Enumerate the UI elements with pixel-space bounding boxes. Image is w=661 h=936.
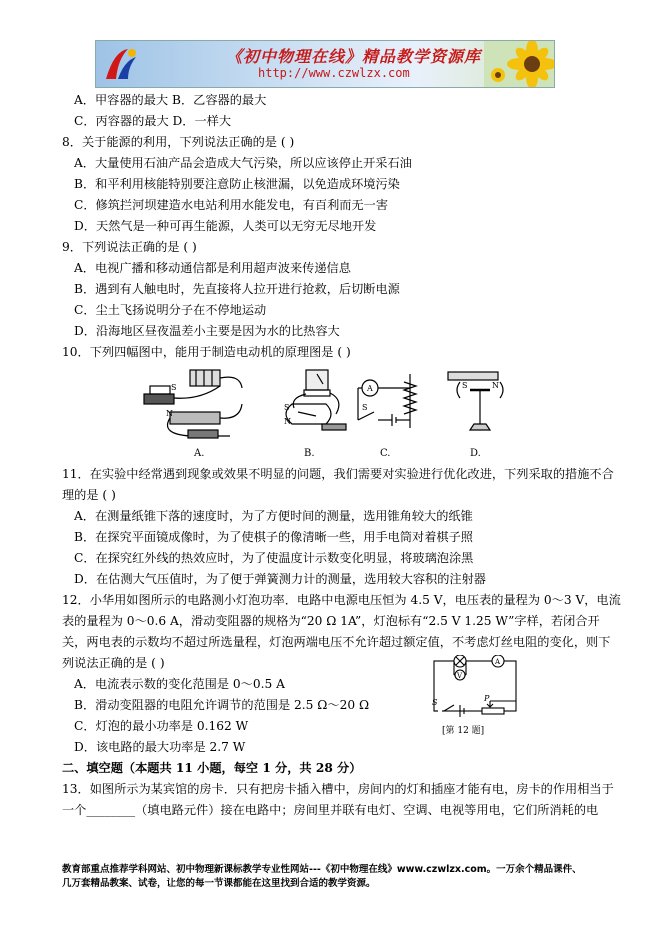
question-10: 10．下列四幅图中，能用于制造电动机的原理图是 ( ) [62,345,351,359]
q7-option-cd: C．丙容器的最大 D．一样大 [74,114,232,128]
q8-option-a: A．大量使用石油产品会造成大气污染，所以应该停止开采石油 [74,156,412,170]
question-12-cont-1: 表的量程为 0～0.6 A，滑动变阻器的规格为“20 Ω 1A”，灯泡标有“2.5 V 1.25 W”字样，若闭合开 [62,614,600,628]
question-10-figure [130,364,530,460]
q9-option-d: D．沿海地区昼夜温差小主要是因为水的比热容大 [74,324,340,338]
q11-option-d: D．在估测大气压值时，为了便于弹簧测力计的测量，选用较大容积的注射器 [74,572,486,586]
question-9: 9．下列说法正确的是 ( ) [62,240,197,254]
q12-option-a: A．电流表示数的变化范围是 0～0.5 A [74,677,285,691]
sunflower-icon [484,41,554,87]
question-12-cont-2: 关，两电表的示数均不超过所选量程，灯泡两端电压不允许超过额定值，不考虑灯丝电阻的变化，则下 [62,635,611,649]
figure-c [358,374,416,428]
fig-d-label: D. [470,448,481,459]
fig-b-label: B. [304,448,315,459]
question-12-cont-3: 列说法正确的是 ( ) [62,656,165,670]
q11-option-b: B．在探究平面镜成像时，为了使棋子的像清晰一些，用手电筒对着棋子照 [74,530,473,544]
banner-title: 《初中物理在线》精品教学资源库 [226,47,482,66]
site-logo-icon [102,45,140,83]
fig-c-a-label: A [367,384,373,393]
q12-option-d: D．该电路的最大功率是 2.7 W [74,740,246,754]
question-11: 11．在实验中经常遇到现象或效果不明显的问题，我们需要对实验进行优化改进，下列采取的措施不合 [62,467,614,481]
banner-url: http://www.czwlzx.com [258,66,410,80]
question-13: 13．如图所示为某宾馆的房卡．只有把房卡插入槽中，房间内的灯和插座才能有电，房卡的作用相当于 [62,782,614,796]
fig-a-s-label: S [171,383,177,392]
fig-d-s-label: S [462,381,468,390]
footer-line-1: 教育部重点推荐学科网站、初中物理新课标教学专业性网站---《初中物理在线》www.czwlzx.com。一万余个精品课件、 [62,864,582,875]
figure-b [286,370,346,430]
footer-line-2: 几万套精品教案、试卷，让您的每一节课都能在这里找到合适的教学资源。 [62,878,376,889]
fig-c-s-label: S [362,403,368,412]
fig12-voltmeter-label: V [457,672,463,680]
question-12: 12．小华用如图所示的电路测小灯泡功率．电路中电源电压恒为 4.5 V，电压表的量程为 0～3 V，电流 [62,593,621,607]
header-banner [95,40,555,88]
q9-option-a: A．电视广播和移动通信都是利用超声波来传递信息 [74,261,351,275]
fig-b-s-label: S [284,403,290,412]
q8-option-d: D．天然气是一种可再生能源，人类可以无穷无尽地开发 [74,219,377,233]
fig-a-label: A. [194,448,205,459]
fig12-ammeter-label: A [495,658,501,666]
fig-d-n-label: N [492,381,499,390]
q7-option-ab: A．甲容器的最大 B．乙容器的最大 [74,93,267,107]
q9-option-c: C．尘土飞扬说明分子在不停地运动 [74,303,267,317]
q9-option-b: B．遇到有人触电时，先直接将人拉开进行抢救，后切断电源 [74,282,400,296]
question-12-circuit [410,655,530,741]
fig-a-n-label: N [166,409,173,418]
q12-option-b: B．滑动变阻器的电阻允许调节的范围是 2.5 Ω～20 Ω [74,698,370,712]
q8-option-b: B．和平利用核能特别要注意防止核泄漏，以免造成环境污染 [74,177,400,191]
fig12-slider-label: P [484,694,490,703]
fig-c-label: C. [380,448,391,459]
q8-option-c: C．修筑拦河坝建造水电站利用水能发电，有百利而无一害 [74,198,389,212]
q11-option-a: A．在测量纸锥下落的速度时，为了方便时间的测量，选用锥角较大的纸锥 [74,509,473,523]
figure-a [144,370,242,438]
figure-12-caption: [第 12 题] [442,726,485,736]
q11-option-c: C．在探究红外线的热效应时，为了使温度计示数变化明显，将玻璃泡涂黑 [74,551,474,565]
section-fill-in-title: 二、填空题（本题共 11 小题，每空 1 分，共 28 分） [62,761,362,775]
question-8: 8．关于能源的利用，下列说法正确的是 ( ) [62,135,295,149]
q12-option-c: C．灯泡的最小功率是 0.162 W [74,719,249,733]
question-11-cont: 理的是 ( ) [62,488,116,502]
fig12-switch-label: S [432,698,438,707]
question-13-cont: 一个________（填电路元件）接在电路中；房间里并联有电灯、空调、电视等用电，它们所消耗的电 [62,803,599,817]
fig-b-n-label: N [284,417,291,426]
